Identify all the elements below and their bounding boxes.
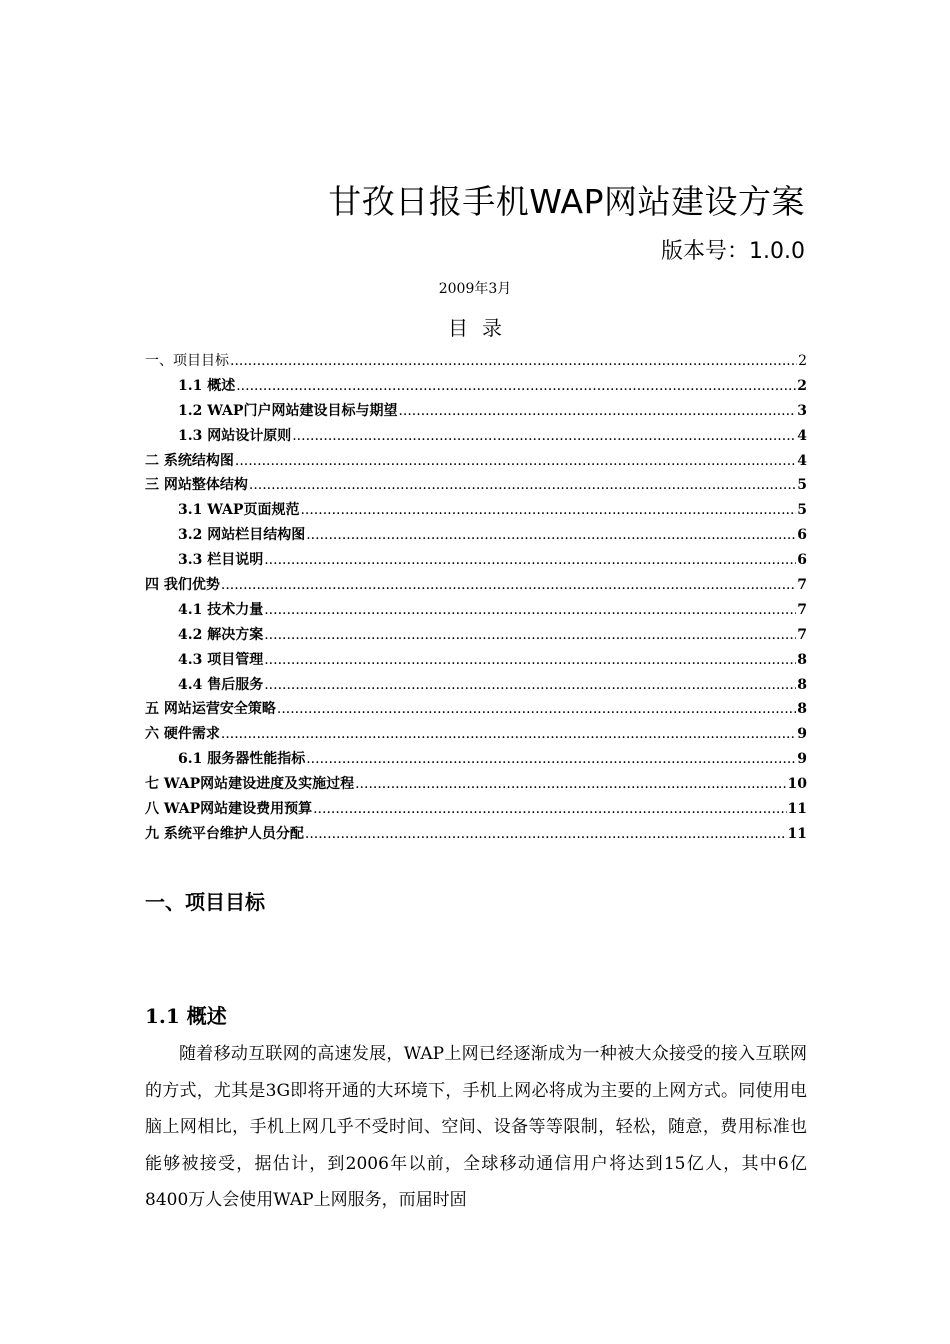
toc-entry-page: 9 (797, 751, 807, 768)
toc-entry-label: 1.2 WAP门户网站建设目标与期望 (178, 402, 398, 419)
toc-entry-page: 5 (797, 502, 807, 519)
subsection-heading: 1.1 概述 (145, 1004, 227, 1028)
toc-leader-dots (313, 801, 786, 817)
toc-leader-dots (306, 751, 796, 767)
toc-leader-dots (236, 378, 796, 394)
toc-leader-dots (398, 403, 796, 419)
toc-entry-label: 4.3 项目管理 (178, 651, 264, 668)
toc-entry-label: 3.1 WAP页面规范 (178, 502, 300, 519)
body-text (145, 1036, 807, 1219)
toc-entry[interactable] (145, 499, 807, 524)
toc-entry[interactable] (145, 350, 807, 375)
paragraph: 随着移动互联网的高速发展，WAP上网已经逐渐成为一种被大众接受的接入互联网的方式，尤其是3G即将开通的大环境下，手机上网必将成为主要的上网方式。同使用电脑上网相比，手机上网几乎不受时间、空间、设备等等限制，轻松，随意，费用标准也能够被接受，据估计，到2006年以前，全球移动通信用户将达到15亿人，其中6亿8400万人会使用WAP上网服务，而届时固 (145, 1044, 807, 1210)
toc-leader-dots (305, 826, 787, 842)
toc-entry-label: 4.2 解决方案 (178, 626, 264, 643)
toc-entry[interactable] (145, 649, 807, 674)
toc-leader-dots (306, 527, 796, 543)
toc-entry-page: 3 (797, 402, 807, 419)
toc-entry[interactable] (145, 574, 807, 599)
toc-leader-dots (264, 627, 796, 643)
toc-entry[interactable] (145, 474, 807, 499)
toc-leader-dots (355, 776, 786, 792)
toc-entry-label: 四 我们优势 (145, 577, 220, 594)
section-heading: 一、项目目标 (145, 890, 265, 914)
toc-entry[interactable] (145, 425, 807, 450)
toc-entry-page: 4 (797, 452, 807, 469)
toc-entry[interactable] (145, 599, 807, 624)
toc-entry-label: 3.3 栏目说明 (178, 552, 264, 569)
toc-entry-label: 二 系统结构图 (145, 452, 234, 469)
toc-entry[interactable] (145, 748, 807, 773)
toc-entry-page: 2 (797, 377, 807, 394)
toc-leader-dots (221, 726, 796, 742)
toc-entry-label: 八 WAP网站建设费用预算 (145, 801, 313, 818)
toc-entry[interactable] (145, 524, 807, 549)
toc-entry-page: 10 (787, 776, 807, 793)
toc-entry[interactable] (145, 823, 807, 848)
toc-heading: 目录 (448, 316, 516, 340)
toc-entry-label: 六 硬件需求 (145, 726, 220, 743)
toc-entry-page: 2 (798, 353, 807, 369)
toc-leader-dots (264, 552, 796, 568)
toc-entry[interactable] (145, 773, 807, 798)
toc-entry[interactable] (145, 375, 807, 400)
toc-entry-label: 九 系统平台维护人员分配 (145, 825, 304, 842)
toc-entry[interactable] (145, 674, 807, 699)
document-date: 2009年3月 (438, 281, 512, 297)
toc-leader-dots (249, 477, 796, 493)
toc-entry-page: 6 (797, 527, 807, 544)
toc-entry-page: 7 (797, 626, 807, 643)
toc-leader-dots (264, 602, 796, 618)
toc-entry[interactable] (145, 698, 807, 723)
toc-entry[interactable] (145, 450, 807, 475)
toc-entry-label: 6.1 服务器性能指标 (178, 751, 306, 768)
toc-entry-page: 4 (797, 427, 807, 444)
toc-entry-page: 7 (797, 601, 807, 618)
toc-entry-page: 11 (787, 801, 807, 818)
toc-entry-label: 一、项目目标 (145, 353, 229, 369)
toc-entry-page: 7 (797, 577, 807, 594)
toc-leader-dots (235, 453, 796, 469)
toc-entry[interactable] (145, 723, 807, 748)
toc-leader-dots (230, 353, 797, 369)
toc-leader-dots (221, 577, 796, 593)
toc-leader-dots (300, 502, 796, 518)
toc-leader-dots (277, 701, 796, 717)
toc-entry-label: 4.4 售后服务 (178, 676, 264, 693)
toc-entry-page: 8 (797, 676, 807, 693)
toc-entry-page: 9 (797, 726, 807, 743)
table-of-contents (145, 350, 807, 848)
toc-entry-label: 1.1 概述 (178, 377, 236, 394)
toc-entry-label: 三 网站整体结构 (145, 477, 248, 494)
toc-entry[interactable] (145, 549, 807, 574)
toc-leader-dots (264, 677, 796, 693)
toc-entry-page: 6 (797, 552, 807, 569)
toc-leader-dots (292, 428, 796, 444)
version-number: 版本号：1.0.0 (661, 239, 805, 264)
toc-entry-label: 五 网站运营安全策略 (145, 701, 276, 718)
toc-entry-page: 8 (797, 651, 807, 668)
toc-entry-label: 七 WAP网站建设进度及实施过程 (145, 776, 355, 793)
toc-entry-page: 5 (797, 477, 807, 494)
document-title: 甘孜日报手机WAP网站建设方案 (328, 182, 805, 221)
toc-entry-label: 4.1 技术力量 (178, 601, 264, 618)
toc-entry[interactable] (145, 624, 807, 649)
toc-entry-label: 3.2 网站栏目结构图 (178, 527, 306, 544)
toc-entry-page: 8 (797, 701, 807, 718)
toc-entry-page: 11 (787, 825, 807, 842)
toc-leader-dots (264, 652, 796, 668)
toc-entry[interactable] (145, 400, 807, 425)
toc-entry[interactable] (145, 798, 807, 823)
toc-entry-label: 1.3 网站设计原则 (178, 427, 292, 444)
